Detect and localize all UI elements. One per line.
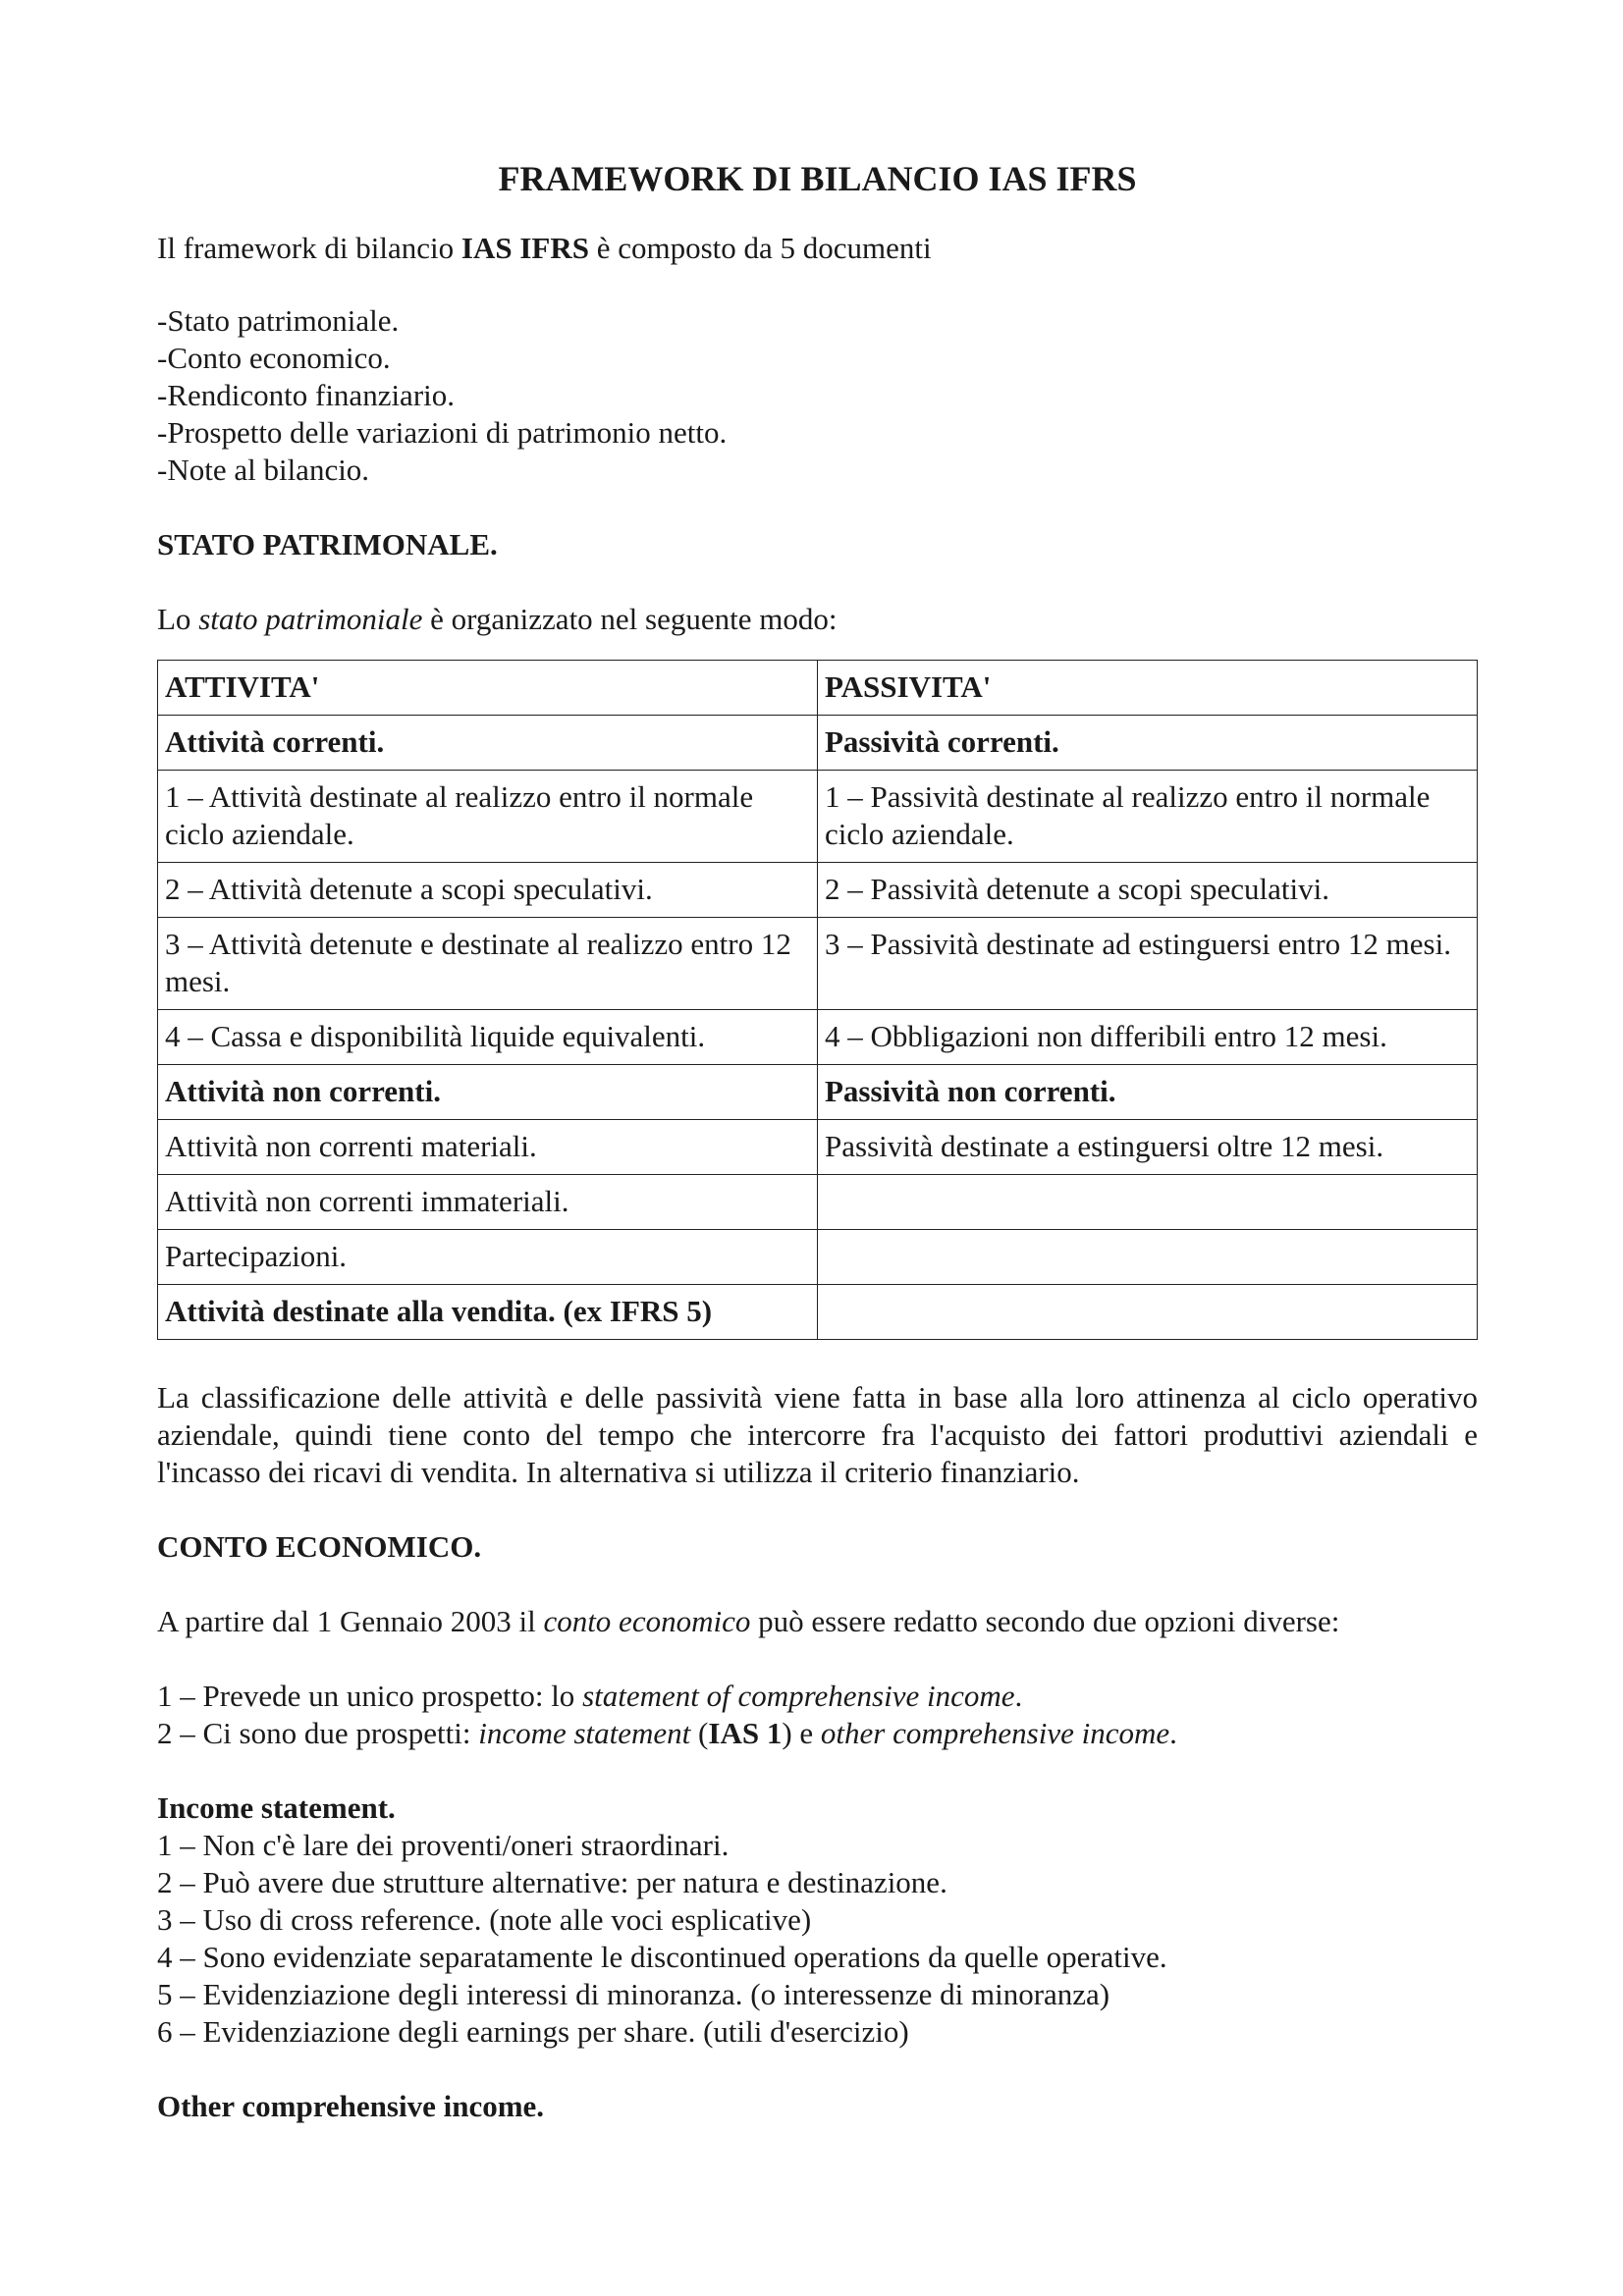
list-item: -Conto economico. bbox=[157, 341, 391, 375]
table-header-attivita: ATTIVITA' bbox=[158, 661, 818, 716]
table-cell: Attività non correnti materiali. bbox=[158, 1120, 818, 1175]
list-item: 1 – Prevede un unico prospetto: lo statement of comprehensive income. bbox=[157, 1679, 1023, 1713]
conto-economico-intro: A partire dal 1 Gennaio 2003 il conto economico può essere redatto secondo due opzioni diverse: bbox=[157, 1604, 1340, 1638]
table-cell: Passività destinate a estinguersi oltre 12 mesi. bbox=[818, 1120, 1478, 1175]
table-row bbox=[158, 716, 1478, 771]
table-cell: Attività correnti. bbox=[158, 716, 818, 771]
list-item: 6 – Evidenziazione degli earnings per share. (utili d'esercizio) bbox=[157, 2014, 909, 2049]
table-row bbox=[158, 918, 1478, 1010]
stato-patrimoniale-intro: Lo stato patrimoniale è organizzato nel seguente modo: bbox=[157, 602, 838, 636]
table-row bbox=[158, 1010, 1478, 1065]
table-row bbox=[158, 1120, 1478, 1175]
italic-term: stato patrimoniale bbox=[198, 602, 423, 636]
intro-suffix: è composto da 5 documenti bbox=[588, 231, 932, 265]
list-item: 3 – Uso di cross reference. (note alle voci esplicative) bbox=[157, 1902, 812, 1937]
list-item: 5 – Evidenziazione degli interessi di minoranza. (o interessenze di minoranza) bbox=[157, 1977, 1110, 2011]
table-cell: 1 – Attività destinate al realizzo entro il normale ciclo aziendale. bbox=[158, 771, 818, 863]
table-cell: 2 – Passività detenute a scopi speculativi. bbox=[818, 863, 1478, 918]
table-row bbox=[158, 1175, 1478, 1230]
table-cell: 3 – Attività detenute e destinate al realizzo entro 12 mesi. bbox=[158, 918, 818, 1010]
italic-term: conto economico bbox=[543, 1604, 751, 1638]
table-cell: 4 – Cassa e disponibilità liquide equivalenti. bbox=[158, 1010, 818, 1065]
table-cell: 2 – Attività detenute a scopi speculativi. bbox=[158, 863, 818, 918]
list-item: 2 – Ci sono due prospetti: income statement (IAS 1) e other comprehensive income. bbox=[157, 1716, 1177, 1750]
table-cell: Partecipazioni. bbox=[158, 1230, 818, 1285]
intro-prefix: Il framework di bilancio bbox=[157, 231, 461, 265]
income-statement-list bbox=[157, 1827, 1478, 2051]
table-header-row bbox=[158, 661, 1478, 716]
document-title: FRAMEWORK DI BILANCIO IAS IFRS bbox=[498, 159, 1137, 198]
list-item: -Stato patrimoniale. bbox=[157, 303, 400, 338]
list-item: -Rendiconto finanziario. bbox=[157, 378, 456, 412]
table-row bbox=[158, 863, 1478, 918]
documents-list bbox=[157, 302, 1478, 489]
subheading-income-statement: Income statement. bbox=[157, 1790, 396, 1825]
table-row bbox=[158, 771, 1478, 863]
table-cell bbox=[818, 1285, 1478, 1340]
table-cell bbox=[818, 1175, 1478, 1230]
stato-patrimoniale-table bbox=[157, 660, 1478, 1340]
conto-economico-options bbox=[157, 1678, 1478, 1752]
table-cell: Attività destinate alla vendita. (ex IFRS 5) bbox=[158, 1285, 818, 1340]
table-row bbox=[158, 1285, 1478, 1340]
table-cell: Passività correnti. bbox=[818, 716, 1478, 771]
list-item: 4 – Sono evidenziate separatamente le discontinued operations da quelle operative. bbox=[157, 1940, 1167, 1974]
section-heading-conto-economico: CONTO ECONOMICO. bbox=[157, 1529, 482, 1564]
intro-bold: IAS IFRS bbox=[460, 231, 589, 265]
table-cell: 3 – Passività destinate ad estinguersi entro 12 mesi. bbox=[818, 918, 1478, 1010]
table-row bbox=[158, 1230, 1478, 1285]
list-item: 1 – Non c'è lare dei proventi/oneri straordinari. bbox=[157, 1828, 730, 1862]
table-cell: 4 – Obbligazioni non differibili entro 12 mesi. bbox=[818, 1010, 1478, 1065]
table-cell: Passività non correnti. bbox=[818, 1065, 1478, 1120]
section-heading-stato-patrimoniale: STATO PATRIMONALE. bbox=[157, 527, 498, 561]
intro-paragraph bbox=[157, 230, 1478, 267]
table-cell: Attività non correnti. bbox=[158, 1065, 818, 1120]
table-cell: Attività non correnti immateriali. bbox=[158, 1175, 818, 1230]
table-row bbox=[158, 1065, 1478, 1120]
list-item: 2 – Può avere due strutture alternative: per natura e destinazione. bbox=[157, 1865, 947, 1899]
table-header-passivita: PASSIVITA' bbox=[818, 661, 1478, 716]
document-page bbox=[157, 147, 1478, 2125]
subheading-other-comprehensive-income: Other comprehensive income. bbox=[157, 2089, 545, 2123]
table-cell: 1 – Passività destinate al realizzo entro il normale ciclo aziendale. bbox=[818, 771, 1478, 863]
list-item: -Prospetto delle variazioni di patrimonio netto. bbox=[157, 415, 728, 450]
classification-paragraph: La classificazione delle attività e delle passività viene fatta in base alla loro attinenza al ciclo operativo aziendale, quindi tiene conto del tempo che intercorre fra l'acquisto dei fattori produttivi aziendali e l'incasso dei ricavi di vendita. In alternativa si utilizza il criterio finanziario. bbox=[157, 1380, 1478, 1489]
list-item: -Note al bilancio. bbox=[157, 453, 370, 487]
table-cell bbox=[818, 1230, 1478, 1285]
